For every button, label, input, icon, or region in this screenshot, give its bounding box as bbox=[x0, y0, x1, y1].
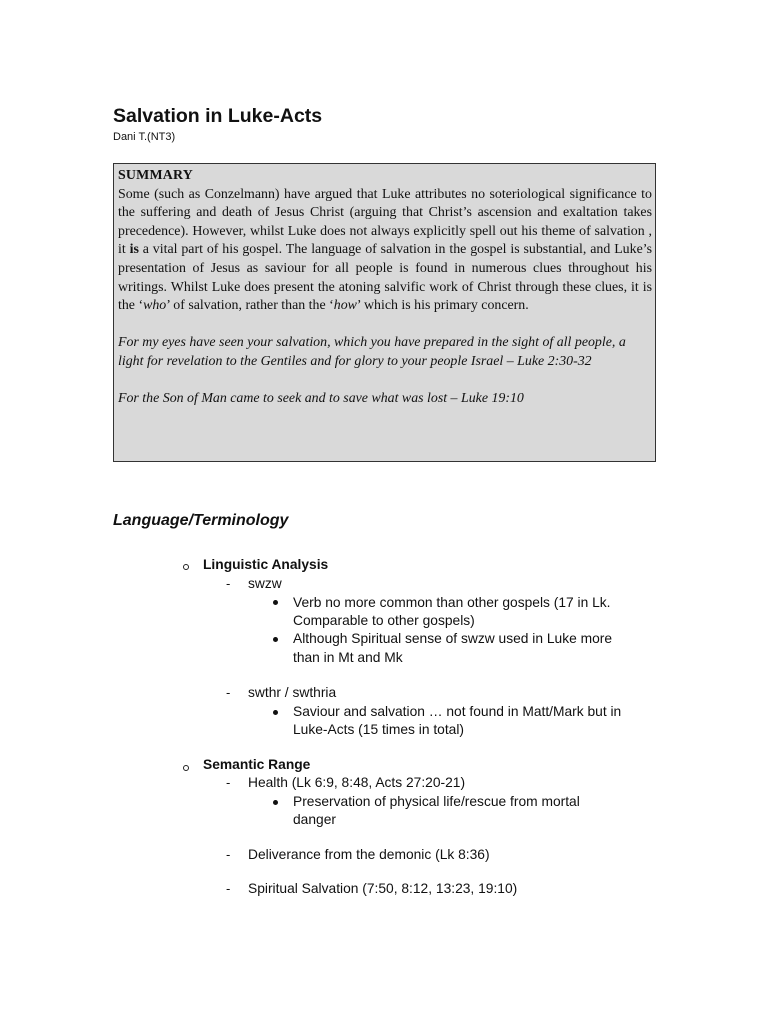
summary-box bbox=[113, 163, 656, 462]
term-swzw: swzw bbox=[248, 576, 282, 591]
bullet-dot-icon bbox=[273, 600, 278, 605]
dash-bullet-icon: - bbox=[226, 847, 231, 862]
summary-emphasis: is bbox=[129, 242, 139, 258]
semantic-health: Health (Lk 6:9, 8:48, Acts 27:20-21) bbox=[248, 775, 466, 790]
summary-how: how bbox=[333, 298, 357, 314]
summary-text-2: a vital part of his gospel. The language of salvation in the gospel is substantial, and Luke’s presentation of Jesus as saviour for all people is found in numerous clues throughout his writings. Whilst Luke does present the atoning salvific work of Christ through these clues, it is the ‘ bbox=[118, 242, 652, 314]
bullet-dot-icon bbox=[273, 710, 278, 715]
semantic-range-label: Semantic Range bbox=[203, 757, 311, 772]
swzw-point-2-line-2: than in Mt and Mk bbox=[293, 650, 403, 665]
summary-heading: SUMMARY bbox=[118, 168, 193, 183]
summary-quote-luke-2: For my eyes have seen your salvation, which you have prepared in the sight of all people, a light for revelation to the Gentiles and for glory to your people Israel – Luke 2:30-32 bbox=[118, 335, 626, 369]
semantic-spiritual: Spiritual Salvation (7:50, 8:12, 13:23, 19:10) bbox=[248, 881, 518, 896]
circle-bullet-icon bbox=[183, 564, 189, 570]
swthr-point-line-2: Luke-Acts (15 times in total) bbox=[293, 722, 464, 737]
term-swthr: swthr / swthria bbox=[248, 685, 337, 700]
circle-bullet-icon bbox=[183, 765, 189, 771]
health-point-line-1: Preservation of physical life/rescue from mortal bbox=[293, 794, 580, 809]
dash-bullet-icon: - bbox=[226, 775, 231, 790]
swthr-point-line-1: Saviour and salvation … not found in Matt/Mark but in bbox=[293, 704, 622, 719]
section-heading: Language/Terminology bbox=[113, 512, 289, 529]
summary-body bbox=[118, 186, 652, 316]
dash-bullet-icon: - bbox=[226, 685, 231, 700]
swzw-point-2-line-1: Although Spiritual sense of swzw used in Luke more bbox=[293, 631, 613, 646]
document-title: Salvation in Luke-Acts bbox=[113, 105, 323, 127]
health-point-line-2: danger bbox=[293, 812, 336, 827]
swzw-point-1-line-2: Comparable to other gospels) bbox=[293, 613, 475, 628]
summary-text-1: Some (such as Conzelmann) have argued that Luke attributes no soteriological significance to the suffering and death of Jesus Christ (arguing that Christ’s ascension and exaltation takes precedence). However, whilst Luke does not always explicitly spell out his theme of salvation , it bbox=[118, 186, 652, 258]
swzw-point-1-line-1: Verb no more common than other gospels (17 in Lk. bbox=[293, 595, 611, 610]
summary-text-4: ’ which is his primary concern. bbox=[356, 298, 529, 314]
summary-quote-luke-19: For the Son of Man came to seek and to save what was lost – Luke 19:10 bbox=[118, 391, 524, 407]
dash-bullet-icon: - bbox=[226, 881, 231, 896]
dash-bullet-icon: - bbox=[226, 576, 231, 591]
author-line: Dani T.(NT3) bbox=[113, 131, 176, 143]
semantic-deliverance: Deliverance from the demonic (Lk 8:36) bbox=[248, 847, 490, 862]
summary-text-3: ’ of salvation, rather than the ‘ bbox=[166, 298, 334, 314]
linguistic-analysis-label: Linguistic Analysis bbox=[203, 557, 329, 572]
summary-who: who bbox=[143, 298, 167, 314]
bullet-dot-icon bbox=[273, 637, 278, 642]
bullet-dot-icon bbox=[273, 800, 278, 805]
